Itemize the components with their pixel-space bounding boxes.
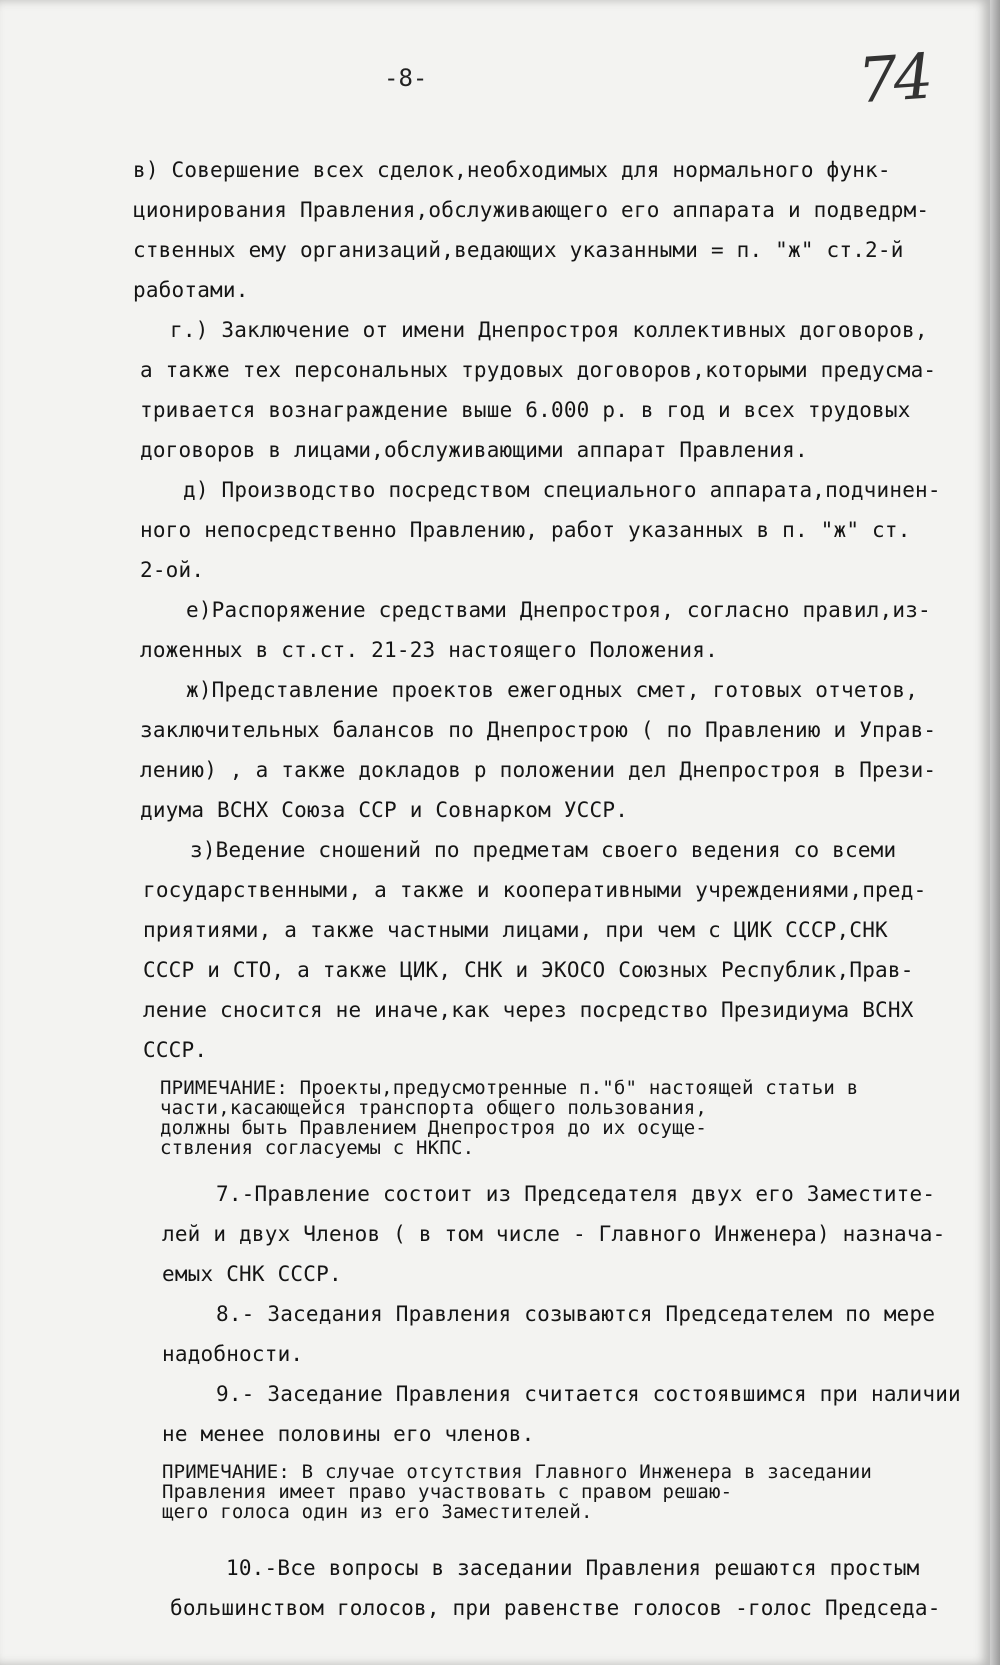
text-line: ственных ему организаций,ведающих указанными = п. "ж" ст.2-й — [133, 238, 904, 262]
note-line: ПРИМЕЧАНИЕ: Проекты,предусмотренные п."б" настоящей статьи в — [160, 1077, 859, 1099]
text-line: государственными, а также и кооперативными учреждениями,пред- — [143, 878, 927, 902]
text-line: большинством голосов, при равенстве голосов -голос Председа- — [170, 1596, 941, 1620]
text-line: приятиями, а также частными лицами, при чем с ЦИК СССР,СНК — [143, 918, 888, 942]
text-line: емых СНК СССР. — [162, 1262, 342, 1286]
text-line: надобности. — [162, 1342, 304, 1366]
text-line: е)Распоряжение средствами Днепростроя, согласно правил,из- — [186, 598, 931, 622]
text-line: заключительных балансов по Днепрострою ( по Правлению и Управ- — [140, 718, 937, 742]
text-line: не менее половины его членов. — [162, 1422, 535, 1446]
text-line: ж)Представление проектов ежегодных смет, готовых отчетов, — [186, 678, 919, 702]
note-line: части,касающейся транспорта общего пользования, — [160, 1097, 708, 1119]
note-line: Правления имеет право участвовать с правом решаю- — [162, 1481, 733, 1503]
text-line: 8.- Заседания Правления созываются Председателем по мере — [216, 1302, 936, 1326]
text-line: а также тех персональных трудовых договоров,которыми предусма- — [140, 358, 937, 382]
text-line: г.) Заключение от имени Днепростроя коллективных договоров, — [170, 318, 928, 342]
page-edge — [990, 0, 1000, 1665]
text-line: 10.-Все вопросы в заседании Правления решаются простым — [226, 1556, 920, 1580]
text-line: лей и двух Членов ( в том числе - Главного Инженера) назнача- — [162, 1222, 946, 1246]
text-line: ционирования Правления,обслуживающего его аппарата и подведрм- — [133, 198, 930, 222]
text-line: д) Производство посредством специального аппарата,подчинен- — [183, 478, 941, 502]
text-line: договоров в лицами,обслуживающими аппарат Правления. — [140, 438, 808, 462]
text-line: лению) , а также докладов р положении дел Днепростроя в Прези- — [140, 758, 937, 782]
note-line: ствления согласуемы с НКПС. — [160, 1137, 475, 1159]
note-line: щего голоса один из его Заместителей. — [162, 1501, 593, 1523]
text-line: ложенных в ст.ст. 21-23 настоящего Положения. — [140, 638, 718, 662]
text-line: ного непосредственно Правлению, работ указанных в п. "ж" ст. — [140, 518, 911, 542]
text-line: 7.-Правление состоит из Председателя двух его Заместите- — [216, 1182, 936, 1206]
note-line: должны быть Правлением Днепростроя до их осуще- — [160, 1117, 708, 1139]
note-line: ПРИМЕЧАНИЕ: В случае отсутствия Главного Инженера в заседании — [162, 1461, 872, 1483]
text-line: в) Совершение всех сделок,необходимых для нормального функ- — [133, 158, 891, 182]
folio-number: 74 — [855, 39, 932, 118]
text-line: з)Ведение сношений по предметам своего ведения со всеми — [190, 838, 897, 862]
text-line: СССР. — [143, 1038, 208, 1062]
text-line: ление сносится не иначе,как через посредство Президиума ВСНХ — [143, 998, 914, 1022]
page-number: -8- — [384, 64, 428, 92]
text-line: 2-ой. — [140, 558, 205, 582]
text-line: СССР и СТО, а также ЦИК, СНК и ЭКОСО Союзных Республик,Прав- — [143, 958, 914, 982]
text-line: 9.- Заседание Правления считается состоявшимся при наличии — [216, 1382, 961, 1406]
text-line: работами. — [133, 278, 249, 302]
text-line: тривается вознаграждение выше 6.000 р. в год и всех трудовых — [140, 398, 911, 422]
text-line: диума ВСНХ Союза ССР и Совнарком УССР. — [140, 798, 629, 822]
